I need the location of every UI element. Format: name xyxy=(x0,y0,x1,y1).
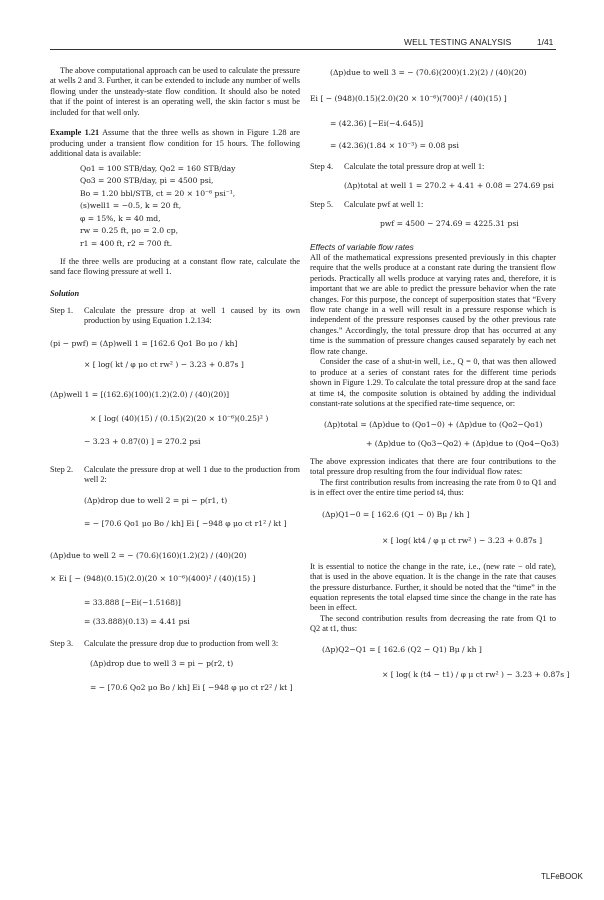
equation-line: (Δp)total at well 1 = 270.2 + 4.41 + 0.08 = 274.69 psi xyxy=(344,180,554,190)
body-paragraph: The second contribution results from decreasing the rate from Q1 to Q2 at t1, thus: xyxy=(310,613,556,634)
given-line: Bo = 1.20 bbl/STB, ct = 20 × 10⁻⁶ psi⁻¹, xyxy=(80,188,236,198)
step-text: Calculate the total pressure drop at well 1: xyxy=(344,162,485,172)
step-label: Step 3. xyxy=(50,638,74,648)
step-1 xyxy=(50,306,300,327)
equation-line: = − [70.6 Qo1 μo Bo / kh] Ei [ −948 φ μo ct r1² / kt ] xyxy=(84,519,287,529)
page-number: 1/41 xyxy=(537,37,554,47)
equation-line: Ei [ − (948)(0.15)(2.0)(20 × 10⁻⁶)(700)² / (40)(15) ] xyxy=(310,93,507,103)
equation-line: (Δp)total = (Δp)due to (Qo1−0) + (Δp)due to (Qo2−Qo1) xyxy=(324,419,543,429)
step-text: Calculate pwf at well 1: xyxy=(344,200,424,210)
question-paragraph: If the three wells are producing at a constant flow rate, calculate the sand face flowing pressure at well 1. xyxy=(50,256,300,277)
equation-block-3 xyxy=(50,659,300,692)
equation-block-6 xyxy=(310,419,559,449)
intro-paragraph: The above computational approach can be used to calculate the pressure at wells 2 and 3. Further, it can be extended to include any number of wells flowing under the unsteady-state flow condition. It should also be noted that if the point of interest is an operating well, the skin factor s must be included for that well only. xyxy=(50,66,300,117)
step-label: Step 2. xyxy=(50,464,74,474)
example-paragraph xyxy=(50,128,300,159)
equation-line: (Δp)drop due to well 2 = pi − p(r1, t) xyxy=(84,495,228,505)
body-paragraph: The above expression indicates that there are four contributions to the total pressure drop resulting from the four individual flow rates: xyxy=(310,456,556,477)
equation-line: + (Δp)due to (Qo3−Qo2) + (Δp)due to (Qo4−Qo3) xyxy=(366,439,559,449)
right-column xyxy=(310,68,570,680)
footer-watermark: TLFeBOOK xyxy=(541,872,583,881)
step-text: Calculate the pressure drop due to production from well 3: xyxy=(84,638,279,648)
step-text: Calculate the pressure drop at well 1 caused by its own production by using Equation 1.2.134: xyxy=(84,305,300,326)
equation-block-7 xyxy=(310,510,556,545)
example-label: Example 1.21 xyxy=(50,128,100,138)
given-line: Qo3 = 200 STB/day, pi = 4500 psi, xyxy=(80,176,214,186)
page-header xyxy=(0,37,604,51)
equation-line: pwf = 4500 − 274.69 = 4225.31 psi xyxy=(380,218,519,228)
equation-line: (Δp)due to well 2 = − (70.6)(160)(1.2)(2) / (40)(20) xyxy=(50,550,247,560)
equation-line: (Δp)Q1−0 = [ 162.6 (Q1 − 0) Bμ / kh ] xyxy=(322,510,470,520)
equation-line: × [ log( (40)(15) / (0.15)(2)(20 × 10⁻⁶)(0.25)² ) xyxy=(90,413,269,423)
step-5 xyxy=(310,200,556,210)
equation-block-2 xyxy=(50,496,300,627)
equation-line: (Δp)due to well 3 = − (70.6)(200)(1.2)(2) / (40)(20) xyxy=(330,68,527,77)
running-title: WELL TESTING ANALYSIS xyxy=(404,37,512,47)
body-paragraph: The first contribution results from increasing the rate from 0 to Q1 and is in effect over the entire time period t4, thus: xyxy=(310,477,556,498)
equation-block-8 xyxy=(310,644,570,680)
left-column xyxy=(50,66,300,693)
equation-line: × [ log( kt / φ μo ct rw² ) − 3.23 + 0.87s ] xyxy=(84,360,244,370)
solution-heading: Solution xyxy=(50,289,80,299)
equation-line: × [ log( k (t4 − t1) / φ μ ct rw² ) − 3.23 + 0.87s ] xyxy=(382,670,570,680)
step-3 xyxy=(50,639,300,649)
equation-line: = (42.36)(1.84 × 10⁻³) = 0.08 psi xyxy=(330,140,459,150)
equation-line: (Δp)Q2−Q1 = [ 162.6 (Q2 − Q1) Bμ / kh ] xyxy=(322,644,482,654)
step-label: Step 5. xyxy=(310,200,334,210)
equation-line: × [ log( kt4 / φ μ ct rw² ) − 3.23 + 0.87s ] xyxy=(382,536,543,546)
example-text: Assume that the three wells as shown in Figure 1.28 are producing under a transient flow condition for 15 hours. The following additional data is available: xyxy=(50,128,300,159)
equation-line: (Δp)well 1 = [(162.6)(100)(1.2)(2.0) / (40)(20)] xyxy=(50,389,230,399)
given-line: φ = 15%, k = 40 md, xyxy=(80,213,161,223)
given-line: r1 = 400 ft, r2 = 700 ft. xyxy=(80,239,173,248)
step-4 xyxy=(310,162,556,172)
equation-line: = (42.36) [−Ei(−4.645)] xyxy=(330,119,424,129)
given-line: Qo1 = 100 STB/day, Qo2 = 160 STB/day xyxy=(80,163,236,173)
section-heading: Effects of variable flow rates xyxy=(310,242,414,253)
given-data xyxy=(50,164,300,249)
equation-block-1 xyxy=(50,339,300,447)
body-paragraph: Consider the case of a shut-in well, i.e., Q = 0, that was then allowed to produce at a series of constant rates for the different time periods shown in Figure 1.29. To calculate the total pressure drop at the sand face at time t4, the composite solution is obtained by adding the individual constant-rate solutions at the specified rate-time sequence, or: xyxy=(310,357,556,409)
step-text: Calculate the pressure drop at well 1 due to the production from well 2: xyxy=(84,464,300,485)
step-label: Step 4. xyxy=(310,162,334,172)
body-paragraph: All of the mathematical expressions presented previously in this chapter require that the wells produce at a constant rate during the transient flow periods. Practically all wells produce at varying rates and, therefore, it is important that we are able to predict the pressure behavior when the rate changes. For this purpose, the concept of superposition states that “Every flow rate change in a well will result in a pressure response which is independent of the pressure responses caused by the other previous rate changes.” Accordingly, the total pressure drop that has occurred at any time is the summation of pressure changes caused separately by each net flow rate change. xyxy=(310,252,556,356)
body-paragraph: It is essential to notice the change in the rate, i.e., (new rate − old rate), that is used in the above equation. It is the change in the rate that causes the pressure disturbance. Further, it should be noted that the “time” in the equation represents the total elapsed time since the change in the rate has been in effect. xyxy=(310,561,556,613)
step-label: Step 1. xyxy=(50,305,74,315)
equation-line: = 33.888 [−Ei(−1.5168)] xyxy=(84,597,181,607)
equation-line: = − [70.6 Qo2 μo Bo / kh] Ei [ −948 φ μo ct r2² / kt ] xyxy=(90,682,293,692)
equation-block-3b xyxy=(310,68,556,150)
header-rule xyxy=(50,49,556,50)
equation-line: = (33.888)(0.13) = 4.41 psi xyxy=(84,617,190,627)
equation-line: − 3.23 + 0.87(0) ] = 270.2 psi xyxy=(84,437,201,447)
equation-line: (Δp)drop due to well 3 = pi − p(r2, t) xyxy=(90,659,234,669)
equation-line: (pi − pwf) = (Δp)well 1 = [162.6 Qo1 Bo μo / kh] xyxy=(50,338,238,348)
step-2 xyxy=(50,465,300,486)
given-line: (s)well1 = −0.5, k = 20 ft, xyxy=(80,201,182,211)
equation-line: × Ei [ − (948)(0.15)(2.0)(20 × 10⁻⁶)(400)² / (40)(15) ] xyxy=(50,574,256,584)
given-line: rw = 0.25 ft, μo = 2.0 cp, xyxy=(80,226,179,236)
